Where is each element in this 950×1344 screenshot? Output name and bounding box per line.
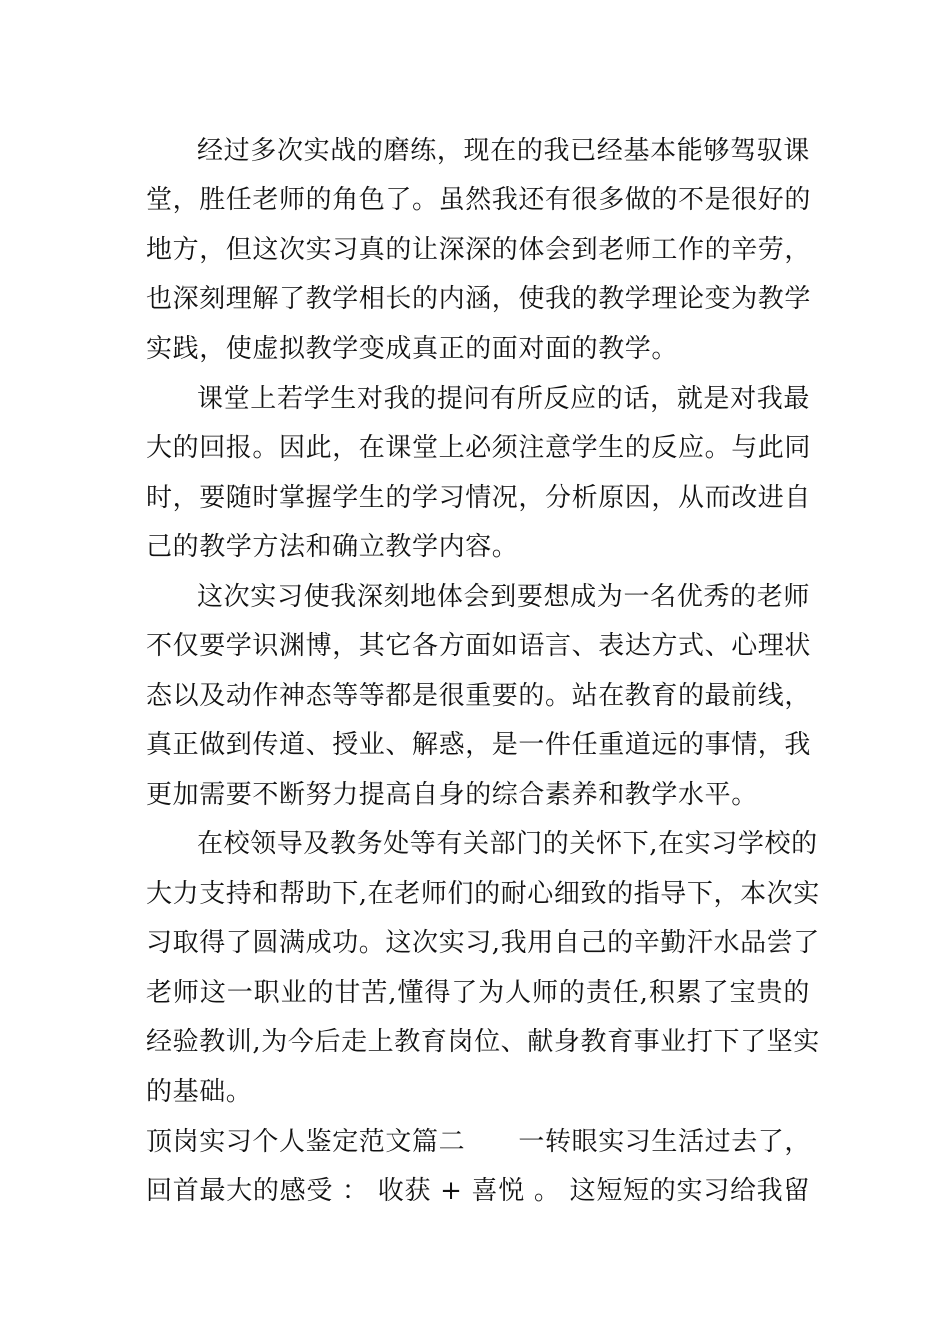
paragraph-line: 堂，胜任老师的角色了。虽然我还有很多做的不是很好的 — [146, 185, 812, 215]
paragraph-line: 实践，使虚拟教学变成真正的面对面的教学。 — [146, 334, 679, 364]
paragraph-line: 这次实习使我深刻地体会到要想成为一名优秀的老师 — [197, 582, 810, 612]
paragraph-line: 习取得了圆满成功。这次实习,我用自己的辛勤汗水品尝了 — [146, 928, 820, 958]
paragraph-line: 己的教学方法和确立教学内容。 — [146, 532, 519, 562]
paragraph-line: 回首最大的感受 ： 收获 + 喜悦 。 这短短的实习给我留 — [146, 1176, 810, 1206]
paragraph-line: 态以及动作神态等等都是很重要的。站在教育的最前线， — [146, 681, 812, 711]
paragraph-line: 更加需要不断努力提高自身的综合素养和教学水平。 — [146, 780, 758, 810]
section-heading-line: 顶岗实习个人鉴定范文篇二 一转眼实习生活过去了， — [146, 1127, 812, 1157]
paragraph-line: 不仅要学识渊博，其它各方面如语言、表达方式、心理状 — [146, 631, 812, 661]
paragraph-line: 经过多次实战的磨练，现在的我已经基本能够驾驭课 — [197, 136, 810, 166]
paragraph-line: 在校领导及教务处等有关部门的关怀下,在实习学校的 — [197, 829, 818, 859]
paragraph-line: 时，要随时掌握学生的学习情况，分析原因，从而改进自 — [146, 483, 812, 513]
paragraph-line: 经验教训,为今后走上教育岗位、献身教育事业打下了坚实 — [146, 1027, 820, 1057]
paragraph-line: 地方，但这次实习真的让深深的体会到老师工作的辛劳， — [146, 235, 812, 265]
paragraph-line: 的基础。 — [146, 1077, 253, 1107]
paragraph-line: 大的回报。因此，在课堂上必须注意学生的反应。与此同 — [146, 433, 812, 463]
paragraph-line: 也深刻理解了教学相长的内涵，使我的教学理论变为教学 — [146, 284, 812, 314]
paragraph-line: 课堂上若学生对我的提问有所反应的话，就是对我最 — [197, 384, 810, 414]
paragraph-line: 大力支持和帮助下,在老师们的耐心细致的指导下，本次实 — [146, 879, 820, 909]
paragraph-line: 老师这一职业的甘苦,懂得了为人师的责任,积累了宝贵的 — [146, 978, 810, 1008]
paragraph-line: 真正做到传道、授业、解惑，是一件任重道远的事情，我 — [146, 730, 812, 760]
